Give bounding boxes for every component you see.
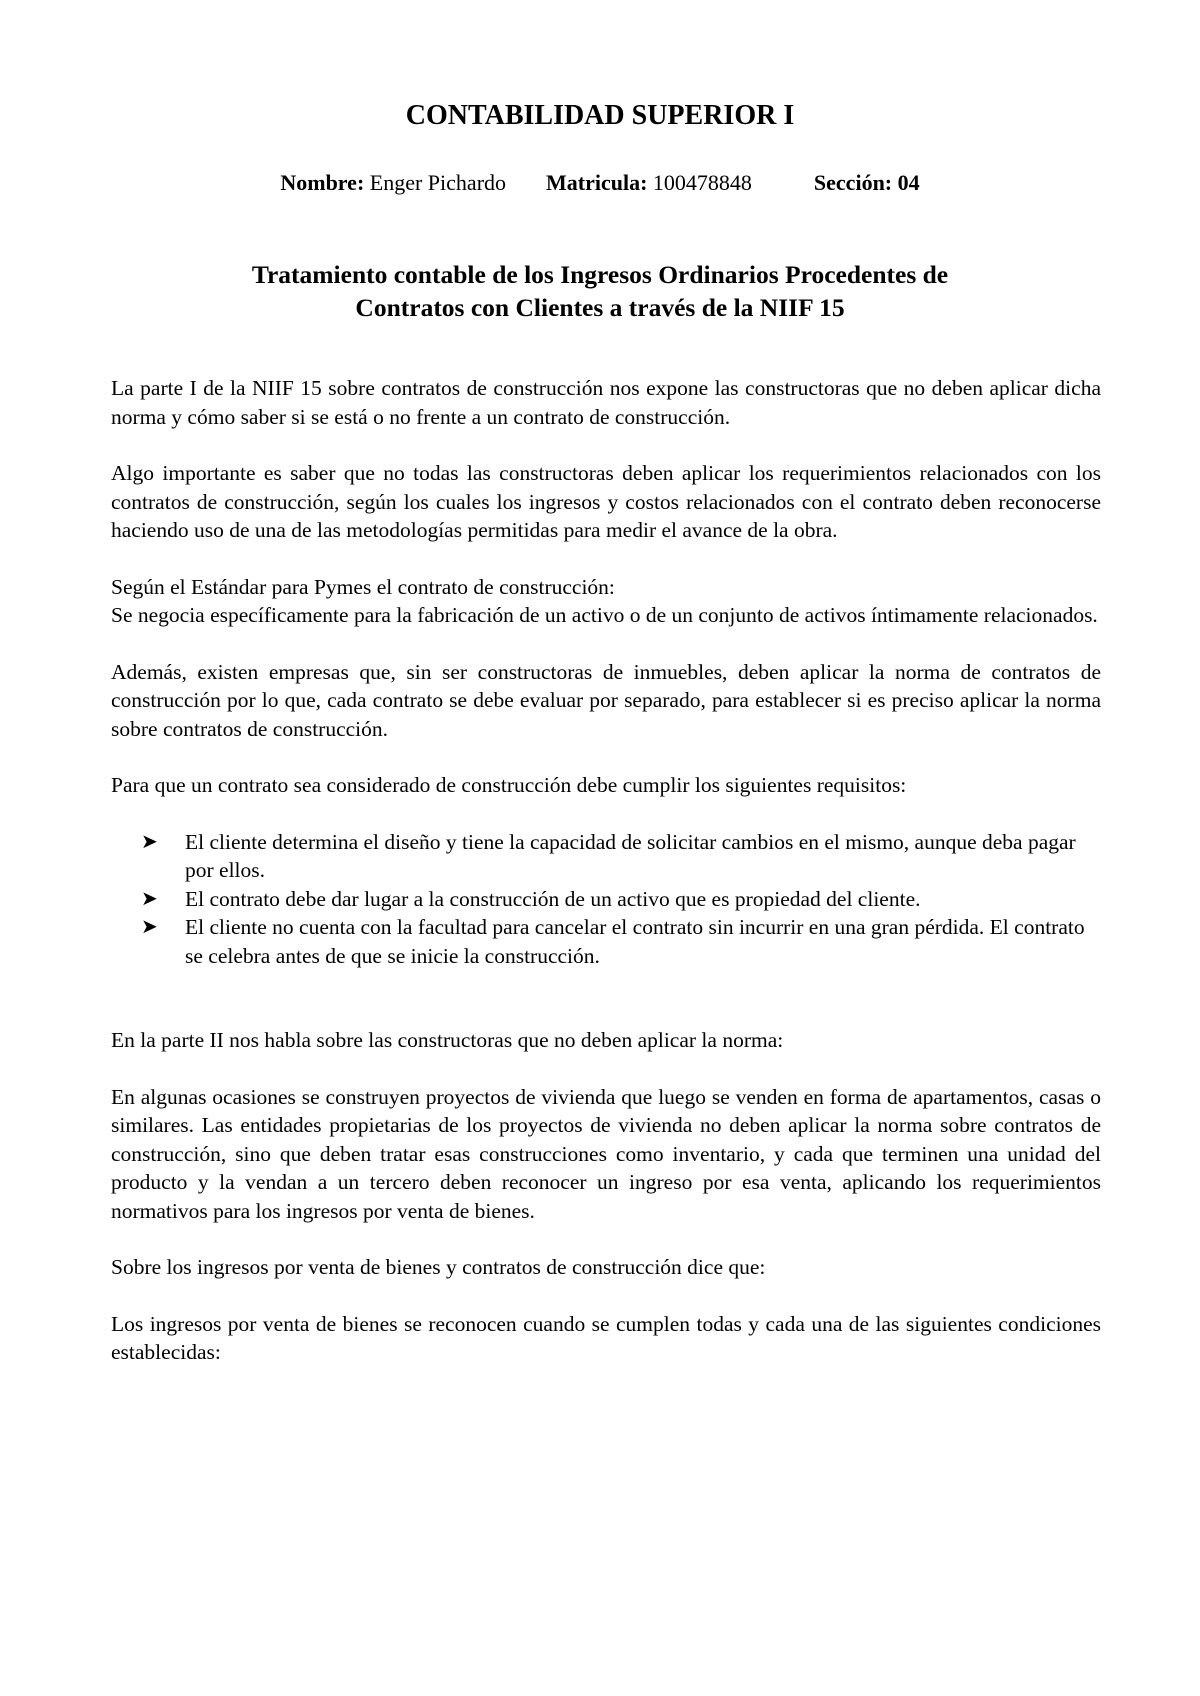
document-body: [111, 374, 1101, 1395]
matricula-label: Matricula:: [546, 170, 648, 195]
name-value: Enger Pichardo: [369, 170, 507, 195]
list-item-text: El cliente no cuenta con la facultad para cancelar el contrato sin incurrir en una gran pérdida. El contrato se celebra antes de que se inicie la construcción.: [185, 915, 1085, 968]
paragraph-7: En algunas ocasiones se construyen proyectos de vivienda que luego se venden en forma de apartamentos, casas o similares. Las entidades propietarias de los proyectos de vivienda no deben aplicar la norma sobre contratos de construcción, sino que deben tratar esas construcciones como inventario, y cada que terminen una unidad del producto y la vendan a un tercero deben reconocer un ingreso por esa venta, aplicando los requerimientos normativos para los ingresos por venta de bienes.: [111, 1084, 1101, 1223]
list-item-text: El contrato debe dar lugar a la construcción de un activo que es propiedad del cliente.: [185, 886, 921, 911]
student-info: [0, 170, 1200, 196]
paragraph-3a: Según el Estándar para Pymes el contrato de construcción:: [111, 574, 615, 599]
document-title: [120, 258, 1080, 324]
paragraph-1: La parte I de la NIIF 15 sobre contratos de construcción nos expone las constructoras que no deben aplicar dicha norma y cómo saber si se está o no frente a un contrato de construcción.: [111, 376, 1101, 429]
paragraph-4: Además, existen empresas que, sin ser constructoras de inmuebles, deben aplicar la norma de contratos de construcción por lo que, cada contrato se debe evaluar por separado, para establecer si es preciso aplicar la norma sobre contratos de construcción.: [111, 659, 1101, 741]
name-label: Nombre:: [280, 170, 365, 195]
list-item: [141, 828, 1101, 885]
list-item: [141, 885, 1101, 914]
requirements-list: [111, 828, 1101, 971]
paragraph-2: Algo importante es saber que no todas las constructoras deben aplicar los requerimientos relacionados con los contratos de construcción, según los cuales los ingresos y costos relacionados con el contrato deben reconocerse haciendo uso de una de las metodologías permitidas para medir el avance de la obra.: [111, 461, 1101, 542]
arrowhead-bullet-icon: ➤: [141, 887, 158, 910]
title-line-2: Contratos con Clientes a través de la NIIF 15: [355, 293, 845, 322]
paragraph-8: Sobre los ingresos por venta de bienes y contratos de construcción dice que:: [111, 1255, 766, 1279]
arrowhead-bullet-icon: ➤: [141, 830, 158, 853]
list-item: [141, 913, 1101, 970]
paragraph-5: Para que un contrato sea considerado de construcción debe cumplir los siguientes requisitos:: [111, 773, 907, 797]
student-name: [280, 170, 506, 196]
matricula-value: 100478848: [652, 170, 752, 195]
title-line-1: Tratamiento contable de los Ingresos Ordinarios Procedentes de: [251, 260, 949, 289]
student-matricula: [546, 170, 752, 196]
seccion-label: Sección:: [813, 170, 893, 195]
arrowhead-bullet-icon: ➤: [141, 916, 158, 938]
paragraph-6: En la parte II nos habla sobre las constructoras que no deben aplicar la norma:: [111, 1028, 784, 1052]
seccion-value: 04: [897, 170, 920, 195]
student-seccion: [814, 170, 920, 196]
course-title: CONTABILIDAD SUPERIOR I: [405, 100, 795, 131]
paragraph-3b: Se negocia específicamente para la fabricación de un activo o de un conjunto de activos íntimamente relacionados.: [111, 603, 1098, 627]
list-item-text: El cliente determina el diseño y tiene la capacidad de solicitar cambios en el mismo, aunque deba pagar por ellos.: [185, 829, 1076, 882]
paragraph-9: Los ingresos por venta de bienes se reconocen cuando se cumplen todas y cada una de las siguientes condiciones establecidas:: [111, 1311, 1101, 1364]
